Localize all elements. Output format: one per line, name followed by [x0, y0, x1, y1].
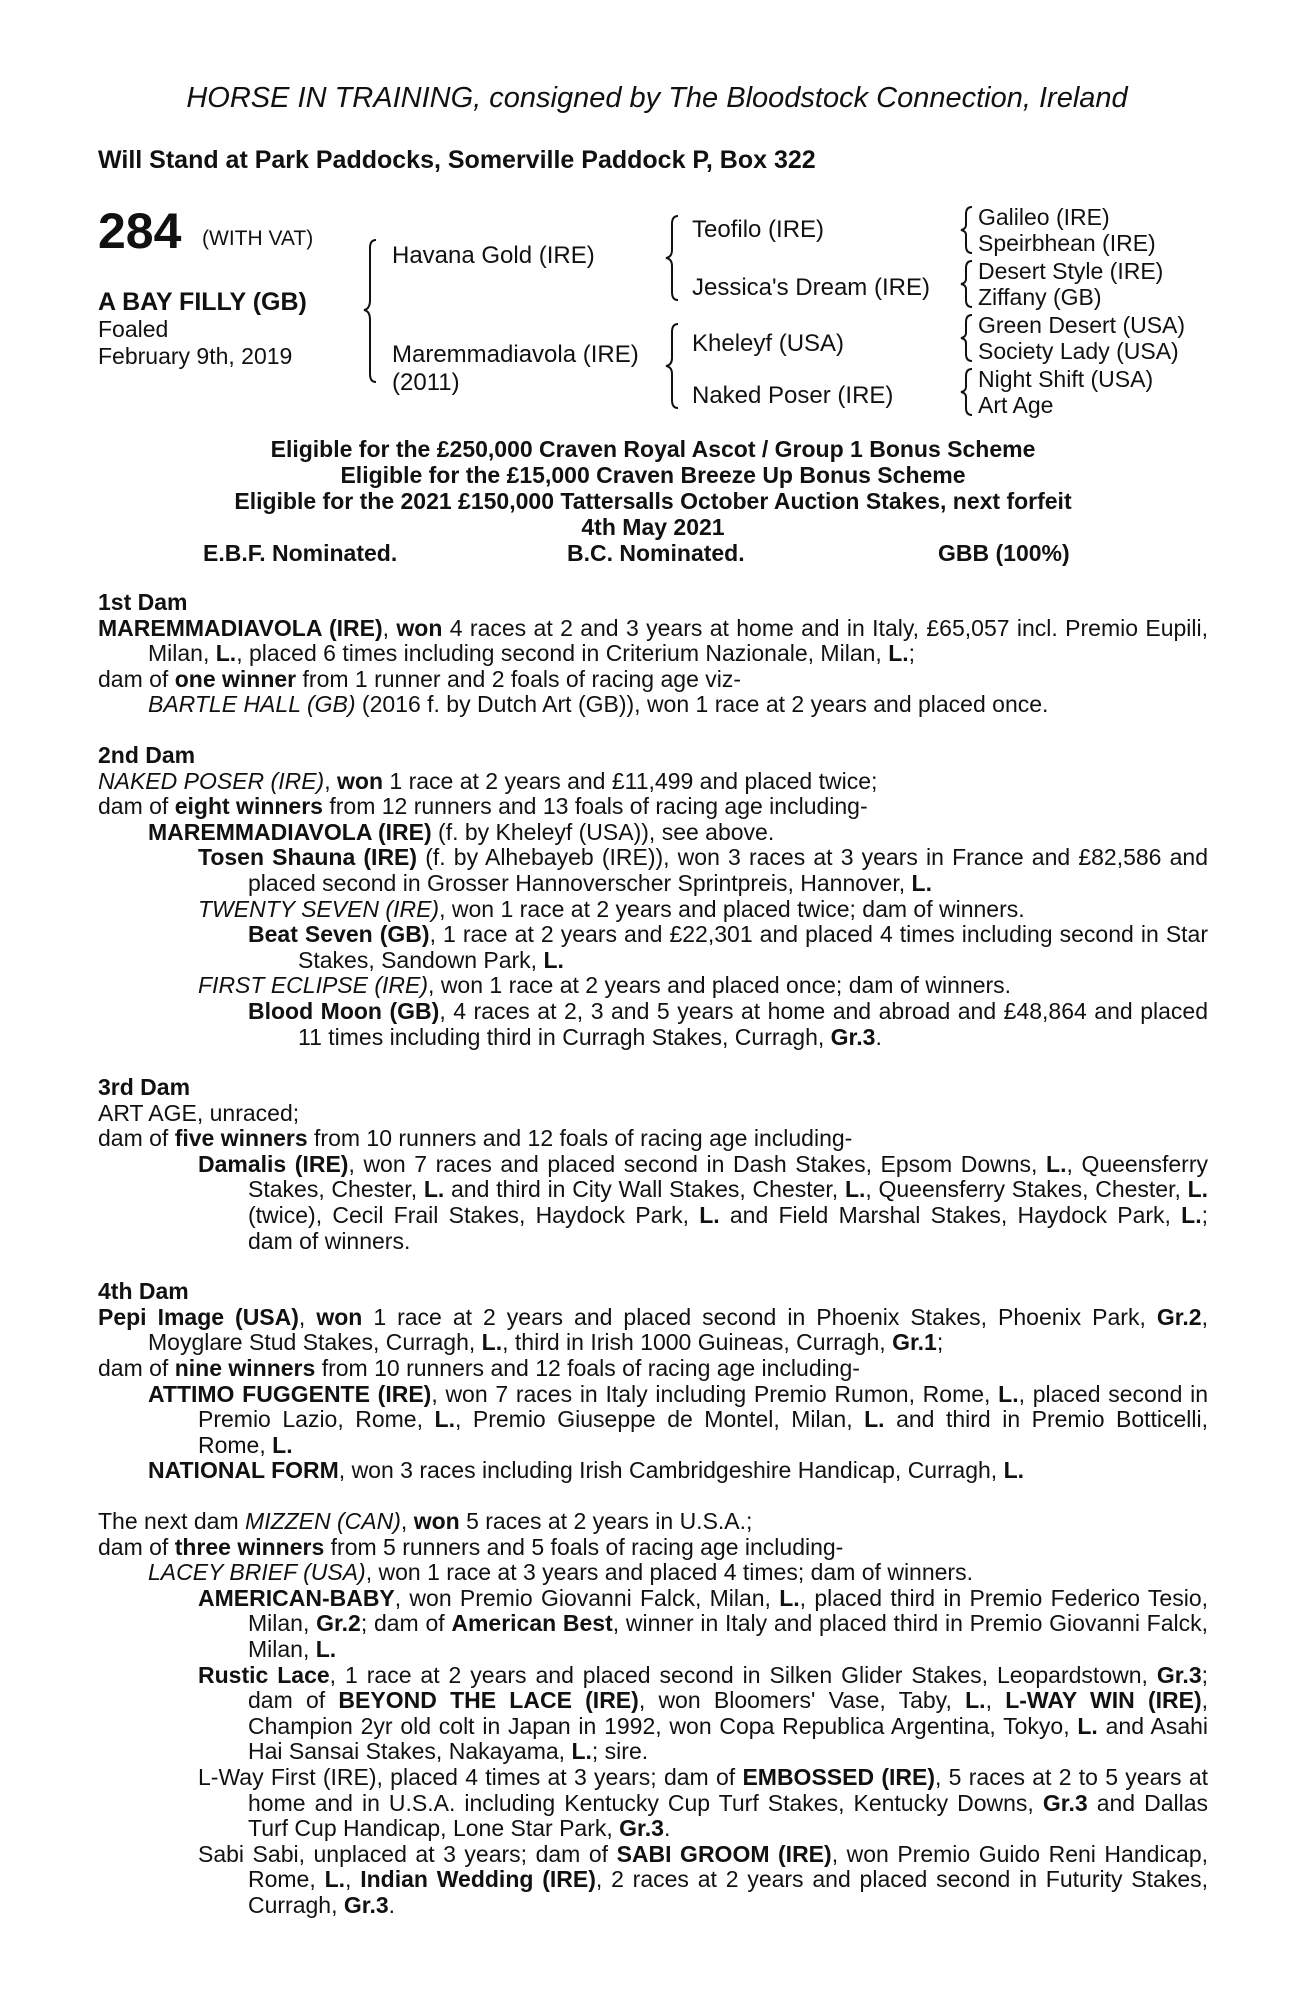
race-record: , Moyglare Stud Stakes, Curragh, [148, 1303, 1208, 1356]
won-label: won [396, 614, 443, 641]
race-record: and Field Marshal Stakes, Haydock Park, [729, 1202, 1171, 1229]
race-record: , placed third in Premio Federico Tesio, Milan, [248, 1584, 1209, 1637]
race-record: 4 races at 2 and 3 years at home and in Italy, £65,057 incl. Premio Eupili, Milan, [148, 614, 1209, 667]
pedigree-brace-g2 [958, 258, 978, 310]
horse-name: Indian Wedding (IRE) [360, 1866, 596, 1893]
eligibility-craven-royal-ascot: Eligible for the £250,000 Craven Royal Ascot / Group 1 Bonus Scheme [270, 436, 1036, 462]
race-record: , won 1 race at 3 years and placed 4 times; dam of winners. [365, 1559, 973, 1586]
race-record: , won 3 races including Irish Cambridgeshire Handicap, Curragh, [338, 1457, 998, 1484]
second-dam-heading: 2nd Dam [98, 741, 196, 768]
pedigree-brace-main [362, 236, 382, 386]
pedigree-g6: Society Lady (USA) [978, 338, 1179, 364]
produce-entry [98, 1152, 1208, 1254]
punctuation: . [663, 1815, 671, 1842]
produce-entry [98, 1586, 1208, 1663]
race-record: , Champion 2yr old colt in Japan in 1992, won Copa Republica Argentina, Tokyo, [248, 1687, 1209, 1739]
listed-label: L. [998, 1380, 1019, 1407]
second-dam-record: NAKED POSER (IRE), won 1 race at 2 years and £11,499 and placed twice; [98, 767, 878, 794]
pedigree-g7: Night Shift (USA) [978, 366, 1154, 392]
race-record: , winner in Italy and placed third in Premio Giovanni Falck, Milan, [248, 1610, 1209, 1662]
text: from 1 runner and 2 foals of racing age viz- [302, 665, 742, 692]
race-record: 1 race at 2 years and placed second in Phoenix Stakes, Phoenix Park, [373, 1303, 1146, 1330]
produce-entry [98, 1663, 1208, 1765]
lot-title: A BAY FILLY (GB) [98, 288, 307, 316]
produce-entry [98, 1560, 1208, 1586]
listed-label: L. [423, 1176, 445, 1203]
group-label: Gr.3 [1042, 1789, 1088, 1816]
listed-label: L. [543, 946, 564, 973]
first-dam-heading: 1st Dam [98, 589, 188, 615]
third-dam-produce [98, 1126, 1208, 1152]
won-label: won [316, 1303, 363, 1330]
horse-name: American Best [451, 1610, 613, 1637]
race-record: Sabi Sabi, unplaced at 3 years; dam of [198, 1840, 609, 1867]
first-dam-produce [98, 667, 1208, 693]
race-record: , Queensferry Stakes, Chester, [248, 1150, 1209, 1203]
race-record: , 2 races at 2 years and placed second in Futurity Stakes, Curragh, [248, 1866, 1208, 1918]
produce-entry [98, 1842, 1208, 1919]
produce-entry [98, 1458, 1208, 1484]
pedigree-dam-dam: Naked Poser (IRE) [692, 382, 894, 409]
text: dam of [98, 1533, 169, 1560]
listed-label: L. [699, 1202, 720, 1229]
won-label: won [413, 1508, 460, 1534]
race-record: ; dam of winners. [248, 1202, 1209, 1254]
text: from 10 runners and 12 foals of racing age including- [314, 1125, 853, 1152]
race-record: , placed 6 times including second in Criterium Nazionale, Milan, [236, 640, 882, 667]
next-dam-produce [98, 1535, 1208, 1561]
dam-lines [98, 590, 1208, 1919]
race-record: , 4 races at 2, 3 and 5 years at home and abroad and £48,864 and placed 11 times including third in Curragh Stakes, Curragh, [298, 997, 1208, 1050]
listed-label: L. [911, 869, 932, 896]
listed-label: L. [888, 640, 909, 667]
first-dam-foal [98, 692, 1208, 718]
listed-label: L. [434, 1406, 455, 1433]
eligibility-craven-breeze-up: Eligible for the £15,000 Craven Breeze Up Bonus Scheme [340, 462, 966, 488]
vat-note: (WITH VAT) [202, 227, 314, 250]
punctuation: ; [908, 640, 916, 667]
horse-name: LACEY BRIEF (USA) [148, 1559, 366, 1586]
text: The next dam [98, 1508, 239, 1534]
pedigree-g3: Desert Style (IRE) [978, 258, 1164, 284]
winners-count: eight winners [174, 793, 323, 820]
horse-name: NAKED POSER (IRE) [98, 767, 325, 794]
group-label: Gr.1 [892, 1329, 937, 1356]
race-record: , Premio Giuseppe de Montel, Milan, [454, 1406, 853, 1433]
race-record: (twice), Cecil Frail Stakes, Haydock Park, [248, 1202, 689, 1229]
lot-number: 284 [98, 203, 182, 259]
group-label: Gr.2 [316, 1610, 361, 1637]
pedigree-brace-g4 [958, 366, 978, 418]
race-record: and Asahi Hai Sansai Stakes, Nakayama, [248, 1712, 1209, 1765]
horse-name: FIRST ECLIPSE (IRE) [198, 972, 429, 999]
horse-name: NATIONAL FORM [148, 1457, 339, 1484]
race-record: and third in City Wall Stakes, Chester, [451, 1176, 839, 1203]
listed-label: L. [324, 1866, 346, 1893]
horse-name: MAREMMADIAVOLA (IRE) [98, 614, 383, 641]
pedigree-brace-dam [664, 320, 684, 412]
stand-location: Will Stand at Park Paddocks, Somerville Paddock P, Box 322 [98, 146, 816, 174]
horse-name: Damalis (IRE) [198, 1150, 349, 1177]
horse-name: TWENTY SEVEN (IRE) [198, 895, 440, 922]
group-label: Gr.3 [830, 1023, 876, 1050]
text: from 10 runners and 12 foals of racing age including- [321, 1355, 860, 1382]
race-record: , won 7 races and placed second in Dash Stakes, Epsom Downs, [348, 1150, 1038, 1177]
pedigree-sire: Havana Gold (IRE) [392, 242, 595, 269]
pedigree-sire-sire: Teofilo (IRE) [692, 216, 825, 243]
race-record: 1 race at 2 years and £11,499 and placed twice; [389, 767, 878, 794]
text: dam of [98, 793, 169, 820]
horse-name: L-WAY WIN (IRE) [1005, 1687, 1202, 1714]
produce-entry [98, 1382, 1208, 1459]
listed-label: L. [571, 1738, 592, 1765]
listed-label: L. [779, 1584, 800, 1611]
gbb-rating: GBB (100%) [938, 540, 1070, 566]
pedigree-g1: Galileo (IRE) [978, 204, 1110, 230]
produce-entry [98, 897, 1208, 923]
race-record: (f. by Alhebayeb (IRE)), won 3 races at 3 years in France and £82,586 and placed second in Grosser Hannoverscher Sprintpreis, Hannover, [248, 844, 1208, 896]
second-dam-produce [98, 794, 1208, 820]
text: from 5 runners and 5 foals of racing age including- [330, 1533, 844, 1560]
horse-name: Blood Moon (GB) [248, 997, 440, 1024]
race-record: , Queensferry Stakes, Chester, [865, 1176, 1181, 1203]
pedigree-dam-sire: Kheleyf (USA) [692, 330, 845, 357]
punctuation: . [388, 1891, 396, 1918]
produce-entry [98, 845, 1208, 896]
won-label: won [337, 767, 383, 794]
horse-name: BARTLE HALL (GB) [148, 691, 356, 718]
race-record: , third in Irish 1000 Guineas, Curragh, [502, 1329, 886, 1356]
catalogue-header: HORSE IN TRAINING, consigned by The Bloodstock Connection, Ireland [186, 82, 1128, 114]
pedigree-dam: Maremmadiavola (IRE) [392, 341, 639, 368]
listed-label: L. [1003, 1457, 1025, 1484]
race-record: (2016 f. by Dutch Art (GB)), won 1 race at 2 years and placed once. [361, 691, 1049, 718]
third-dam-heading: 3rd Dam [98, 1074, 191, 1101]
pedigree-brace-g1 [958, 204, 978, 256]
winners-count: nine winners [174, 1355, 316, 1382]
produce-entry [98, 973, 1208, 999]
text: dam of [98, 1125, 169, 1152]
pedigree-g4: Ziffany (GB) [978, 284, 1102, 310]
text: from 12 runners and 13 foals of racing age including- [329, 793, 868, 820]
horse-name: MIZZEN (CAN) [245, 1508, 401, 1534]
foaled-label: Foaled [98, 316, 169, 342]
listed-label: L. [215, 640, 237, 667]
produce-entry [98, 999, 1208, 1050]
pedigree-g2: Speirbhean (IRE) [978, 230, 1156, 256]
fourth-dam-record: Pepi Image (USA), won 1 race at 2 years and placed second in Phoenix Stakes, Phoenix Park, Gr.2, Moyglare Stud Stakes, Curragh, L., third in Irish 1000 Guineas, Curragh, Gr.1; [98, 1303, 1208, 1356]
listed-label: L. [965, 1687, 986, 1714]
race-record: , won Premio Giovanni Falck, Milan, [394, 1584, 771, 1611]
fourth-dam-heading: 4th Dam [98, 1278, 189, 1305]
listed-label: L. [481, 1329, 503, 1356]
punctuation: ; [936, 1329, 944, 1356]
listed-label: L. [272, 1431, 293, 1458]
group-label: Gr.2 [1156, 1303, 1202, 1330]
produce-entry [98, 1765, 1208, 1842]
produce-entry [98, 820, 1208, 846]
text: dam of [98, 665, 169, 692]
group-label: Gr.3 [619, 1815, 664, 1842]
fourth-dam-produce [98, 1356, 1208, 1382]
pedigree-brace-g3 [958, 312, 978, 364]
horse-name: BEYOND THE LACE (IRE) [338, 1687, 639, 1714]
race-record: , won 1 race at 2 years and placed twice; dam of winners. [439, 895, 1025, 922]
race-record: , 5 races at 2 to 5 years at home and in U.S.A. including Kentucky Cup Turf Stakes, Kentucky Downs, [248, 1763, 1209, 1816]
race-record: (f. by Kheleyf (USA)), see above. [438, 818, 775, 845]
eligibility-tattersalls-october: Eligible for the 2021 £150,000 Tattersalls October Auction Stakes, next forfeit [234, 488, 1072, 514]
pedigree-g5: Green Desert (USA) [978, 312, 1186, 338]
ebf-nominated: E.B.F. Nominated. [203, 540, 398, 566]
listed-label: L. [315, 1635, 337, 1662]
race-record: L-Way First (IRE), placed 4 times at 3 years; dam of [198, 1763, 736, 1790]
race-record: ; dam of [248, 1661, 1209, 1714]
horse-name: Rustic Lace [198, 1661, 330, 1688]
race-record: and Dallas Turf Cup Handicap, Lone Star Park, [248, 1789, 1209, 1842]
race-record: , won 1 race at 2 years and placed once; dam of winners. [428, 972, 1012, 999]
foaled-date: February 9th, 2019 [98, 343, 293, 369]
horse-name: ATTIMO FUGGENTE (IRE) [148, 1380, 432, 1407]
listed-label: L. [1181, 1202, 1202, 1229]
race-record: , won Bloomers' Vase, Taby, [638, 1687, 952, 1714]
eligibility-forfeit-date: 4th May 2021 [581, 514, 725, 540]
first-dam-record: MAREMMADIAVOLA (IRE), won 4 races at 2 and 3 years at home and in Italy, £65,057 incl. Premio Eupili, Milan, L., placed 6 times including second in Criterium Nazionale, Milan, L.; [98, 614, 1209, 667]
punctuation: , [985, 1687, 992, 1714]
winners-count: one winner [174, 665, 297, 692]
horse-name: Tosen Shauna (IRE) [198, 844, 418, 871]
next-dam-record: The next dam MIZZEN (CAN), won 5 races at 2 years in U.S.A.; [98, 1508, 753, 1534]
group-label: Gr.3 [343, 1891, 389, 1918]
listed-label: L. [1077, 1712, 1098, 1739]
foaled-info [98, 316, 328, 370]
pedigree-sire-dam: Jessica's Dream (IRE) [692, 274, 930, 301]
listed-label: L. [1046, 1150, 1067, 1177]
race-record: ; sire. [591, 1738, 649, 1765]
punctuation: . [875, 1023, 882, 1050]
pedigree-g8: Art Age [978, 392, 1054, 418]
third-dam-record: ART AGE, unraced; [98, 1099, 300, 1126]
race-record: , 1 race at 2 years and £22,301 and placed 4 times including second in Star Stakes, Sandown Park, [298, 921, 1209, 973]
race-record: , won 7 races in Italy including Premio Rumon, Rome, [431, 1380, 991, 1407]
listed-label: L. [864, 1406, 885, 1433]
race-record: , won Premio Guido Reni Handicap, Rome, [248, 1840, 1209, 1893]
listed-label: L. [844, 1176, 866, 1203]
race-record: 5 races at 2 years in U.S.A.; [466, 1508, 753, 1534]
text: dam of [98, 1355, 169, 1382]
produce-entry [98, 922, 1208, 973]
bc-nominated: B.C. Nominated. [567, 540, 745, 566]
race-record: , 1 race at 2 years and placed second in Silken Glider Stakes, Leopardstown, [329, 1661, 1148, 1688]
race-record: and third in Premio Botticelli, Rome, [198, 1406, 1209, 1458]
listed-label: L. [1187, 1176, 1209, 1203]
horse-name: AMERICAN-BABY [198, 1584, 395, 1611]
winners-count: three winners [174, 1533, 325, 1560]
race-record: ; dam of [360, 1610, 445, 1637]
group-label: Gr.3 [1156, 1661, 1202, 1688]
race-record: , placed second in Premio Lazio, Rome, [198, 1380, 1209, 1433]
horse-name: SABI GROOM (IRE) [616, 1840, 832, 1867]
punctuation: , [345, 1866, 352, 1893]
horse-name: Pepi Image (USA) [98, 1303, 299, 1330]
horse-name: EMBOSSED (IRE) [742, 1763, 936, 1790]
horse-name: Beat Seven (GB) [248, 921, 430, 948]
winners-count: five winners [174, 1125, 308, 1152]
pedigree-dam-year: (2011) [392, 369, 460, 396]
horse-name: MAREMMADIAVOLA (IRE) [148, 818, 432, 845]
pedigree-brace-sire [664, 212, 684, 304]
